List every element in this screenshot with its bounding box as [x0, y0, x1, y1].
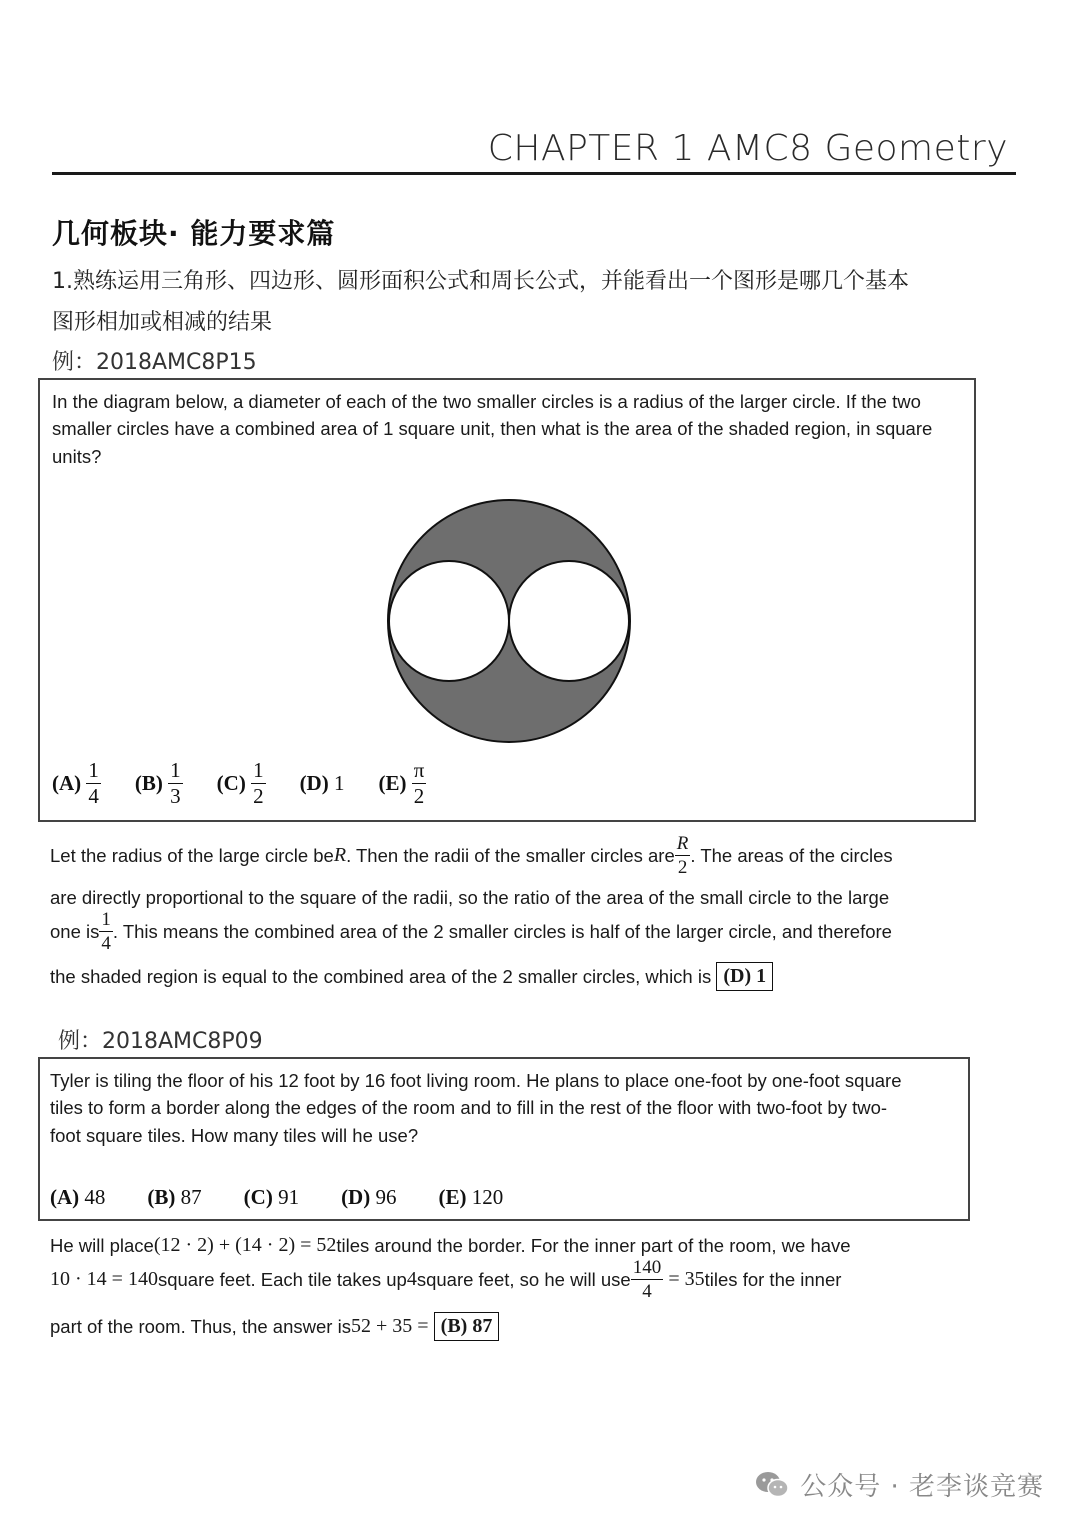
- problem-1-line-1: In the diagram below, a diameter of each of the two smaller circles is a radius of the larger circle. If the two: [52, 391, 921, 412]
- requirement-line-2: 图形相加或相减的结果: [52, 310, 273, 335]
- section-title: 几何板块· 能力要求篇: [52, 217, 336, 250]
- small-circle-left: [389, 561, 509, 681]
- choice-a: (A) 48: [50, 1185, 106, 1209]
- ratio-fraction: $\frac{1}{4}$: [101, 909, 111, 954]
- choice-c: (C) 91: [243, 1185, 300, 1209]
- problem-2-line-3: foot square tiles. How many tiles will he use?: [50, 1125, 419, 1146]
- choice-e-fraction: $\frac{\pi}{2}$: [413, 758, 425, 808]
- answer-2-box: (B) 87: [434, 1312, 500, 1341]
- example-1-label: 例：2018AMC8P15: [52, 350, 257, 375]
- problem-2-line-2: tiles to form a border along the edges of the room and to fill in the rest of the floor with two-foot by two-: [50, 1097, 888, 1118]
- solution-1-line-1: Let the radius of the large circle be R . Then the radii of the smaller circles are $\frac{R}{2}$ . The areas of the circles: [50, 833, 893, 878]
- choice-a: [52, 760, 101, 807]
- solution-1-line-2: are directly proportional to the square of the radii, so the ratio of the area of the small circle to the large: [50, 887, 890, 908]
- choice-a-label: (A): [52, 771, 82, 795]
- choice-d-label: (D): [299, 771, 329, 795]
- choice-b: [135, 760, 183, 807]
- problem-1-line-2: smaller circles have a combined area of 1 square unit, then what is the area of the shaded region, in square: [52, 418, 933, 439]
- example-2-label: 例：2018AMC8P09: [58, 1029, 263, 1054]
- problem-2-choices: [50, 1185, 503, 1210]
- choice-e: [378, 760, 426, 807]
- problem-1-choices: [52, 760, 426, 807]
- header-rule: [52, 172, 1016, 175]
- solution-2-line-3: part of the room. Thus, the answer is 52 + 35 = (B) 87: [50, 1312, 499, 1341]
- choice-b-fraction: $\frac{1}{3}$: [170, 758, 181, 808]
- tiles-fraction: $\frac{140}{4}$: [632, 1257, 662, 1302]
- problem-1-line-3: units?: [52, 446, 102, 467]
- radius-fraction: $\frac{R}{2}$: [676, 833, 689, 878]
- choice-c: [217, 760, 266, 807]
- choice-d-value: 1: [333, 771, 345, 795]
- circles-diagram: [386, 498, 632, 744]
- choice-d: [300, 771, 345, 796]
- problem-2-box: [38, 1057, 970, 1221]
- choice-c-fraction: $\frac{1}{2}$: [253, 758, 264, 808]
- choice-e: (E) 120: [438, 1185, 504, 1209]
- problem-2-line-1: Tyler is tiling the floor of his 12 foot by 16 foot living room. He plans to place one-foot by one-foot square: [50, 1070, 902, 1091]
- watermark-text: 公众号 · 老李谈竞赛: [800, 1472, 1044, 1502]
- solution-1-line-3: one is $\frac{1}{4}$ . This means the combined area of the 2 smaller circles is half of the larger circle, and therefore: [50, 909, 892, 954]
- answer-1-box: (D) 1: [716, 962, 773, 991]
- watermark: [754, 1466, 1044, 1503]
- choice-b-label: (B): [134, 771, 163, 795]
- choice-c-label: (C): [216, 771, 246, 795]
- choice-e-label: (E): [378, 771, 407, 795]
- problem-1-box: [38, 378, 976, 822]
- requirement-line-1: 1.熟练运用三角形、四边形、圆形面积公式和周长公式，并能看出一个图形是哪几个基本: [52, 269, 909, 294]
- small-circle-right: [509, 561, 629, 681]
- solution-2-line-1: He will place (12 · 2) + (14 · 2) = 52 tiles around the border. For the inner part of the room, we have: [50, 1234, 851, 1256]
- solution-2-line-2: 10 · 14 = 140 square feet. Each tile takes up 4 square feet, so he will use $\frac{140}{4}$ = 35 tiles for the inner: [50, 1257, 842, 1302]
- choice-b: (B) 87: [147, 1185, 202, 1209]
- choice-d: (D) 96: [341, 1185, 397, 1209]
- wechat-icon: [754, 1470, 790, 1500]
- chapter-title: CHAPTER 1 AMC8 Geometry: [487, 128, 1008, 169]
- choice-a-fraction: $\frac{1}{4}$: [88, 758, 99, 808]
- solution-1-line-4: the shaded region is equal to the combined area of the 2 smaller circles, which is (D) 1: [50, 962, 773, 991]
